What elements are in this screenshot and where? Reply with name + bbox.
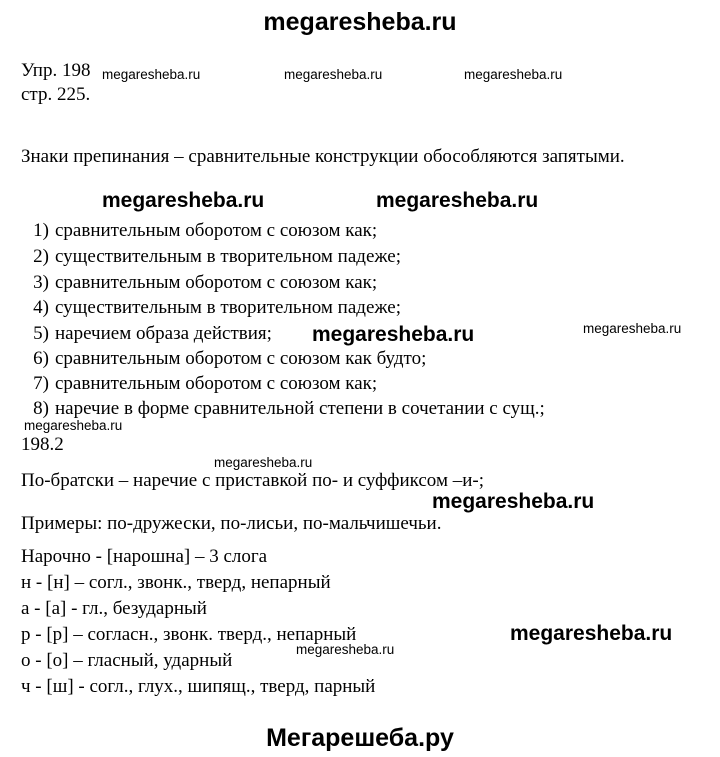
watermark: megaresheba.ru — [583, 321, 682, 336]
text-line: а - [а] - гл., безударный — [21, 598, 207, 619]
list-item-number: 8) — [33, 398, 49, 419]
watermark: megaresheba.ru — [296, 642, 395, 657]
list-item-text: существительным в творительном падеже; — [55, 297, 401, 318]
list-item-number: 4) — [33, 297, 49, 318]
site-header: megaresheba.ru — [263, 8, 457, 36]
list-item — [27, 246, 401, 268]
watermark: megaresheba.ru — [464, 67, 563, 82]
text-line: ч - [ш] - согл., глух., шипящ., тверд, парный — [21, 676, 376, 697]
exercise-page: стр. 225. — [21, 84, 91, 105]
list-item — [27, 272, 377, 294]
text-line: Нарочно - [нарошна] – 3 слога — [21, 546, 268, 567]
watermark: megaresheba.ru — [432, 490, 595, 513]
watermark: megaresheba.ru — [284, 67, 383, 82]
text-line: н - [н] – согл., звонк., тверд, непарный — [21, 572, 331, 593]
watermark: megaresheba.ru — [102, 189, 265, 212]
watermark: megaresheba.ru — [24, 418, 123, 433]
list-item — [27, 297, 401, 319]
list-item-text: сравнительным оборотом с союзом как; — [55, 373, 378, 394]
list-item-text: сравнительным оборотом с союзом как; — [55, 220, 378, 241]
text-line: Примеры: по-дружески, по-лисьи, по-мальчишечьи. — [21, 513, 442, 534]
exercise-title: Упр. 198 — [21, 60, 91, 81]
list-item — [27, 398, 545, 420]
list-item-number: 2) — [33, 246, 49, 267]
list-item-text: наречием образа действия; — [55, 323, 272, 344]
list-item-text: существительным в творительном падеже; — [55, 246, 401, 267]
list-item-text: сравнительным оборотом с союзом как; — [55, 272, 378, 293]
text-line: По-братски – наречие с приставкой по- и суффиксом –и-; — [21, 470, 484, 491]
list-item — [27, 220, 377, 242]
watermark: megaresheba.ru — [510, 622, 673, 645]
list-item-number: 1) — [33, 220, 49, 241]
text-line: р - [р] – согласн., звонк. тверд., непарный — [21, 624, 357, 645]
watermark: megaresheba.ru — [214, 455, 313, 470]
section-number: 198.2 — [21, 434, 64, 455]
watermark: megaresheba.ru — [102, 67, 201, 82]
list-item-number: 5) — [33, 323, 49, 344]
list-item-number: 3) — [33, 272, 49, 293]
list-item — [27, 323, 272, 345]
text-line: о - [о] – гласный, ударный — [21, 650, 233, 671]
list-item-number: 7) — [33, 373, 49, 394]
list-item-text: сравнительным оборотом с союзом как будто; — [55, 348, 427, 369]
exercise-intro: Знаки препинания – сравнительные конструкции обособляются запятыми. — [21, 146, 625, 167]
list-item — [27, 348, 426, 370]
site-footer: Мегарешеба.ру — [266, 724, 454, 752]
watermark: megaresheba.ru — [312, 323, 475, 346]
list-item — [27, 373, 377, 395]
list-item-text: наречие в форме сравнительной степени в сочетании с сущ.; — [55, 398, 545, 419]
watermark: megaresheba.ru — [376, 189, 539, 212]
list-item-number: 6) — [33, 348, 49, 369]
